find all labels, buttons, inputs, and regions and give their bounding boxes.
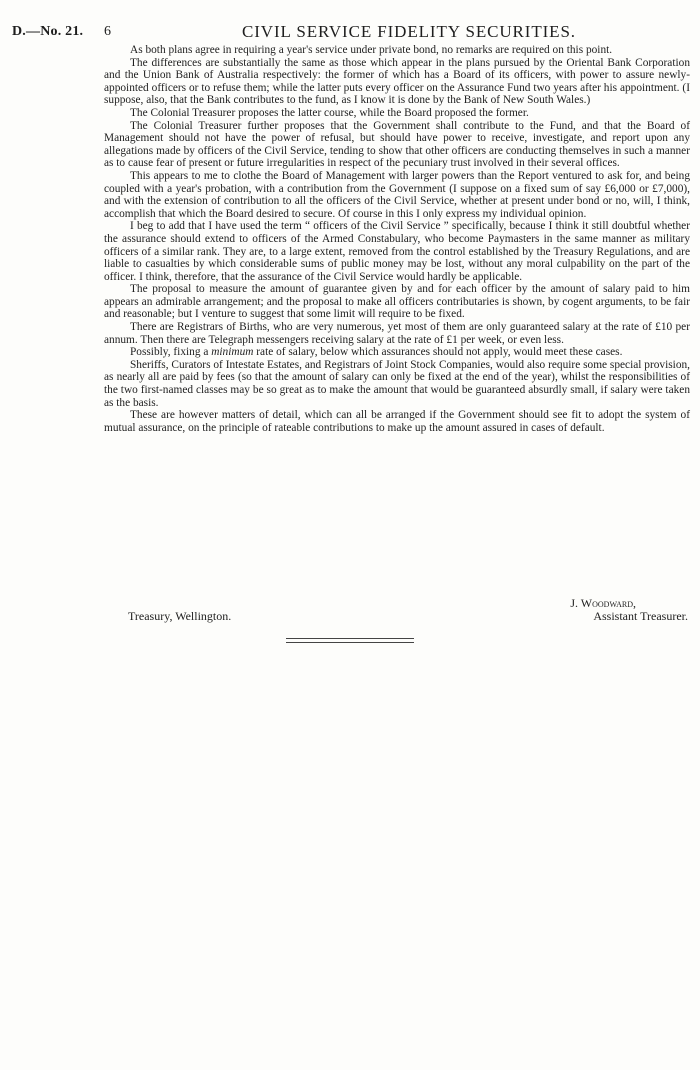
paragraph: The Colonial Treasurer further proposes that the Government shall contribute to the Fund, and that the Board of Management should not have the power of refusal, but should have power to receive, investigate, and report upon any allegations made by officers of the Civil Service, tending to show that other officers are conducting themselves in such a manner as to cause fear of present or future irregularities in respect of the pecuniary trust involved in their several offices. (104, 119, 690, 170)
paragraph: These are however matters of detail, which can all be arranged if the Government should see fit to adopt the system of mutual assurance, on the principle of rateable contributions to make up the amount assured in cases of default. (104, 409, 690, 434)
closing-rule (286, 638, 414, 643)
paragraph-text: Possibly, fixing a (130, 346, 212, 359)
signatory-role: Assistant Treasurer. (593, 609, 688, 623)
paragraph: The Colonial Treasurer proposes the latter course, while the Board proposed the former. (130, 106, 529, 119)
page-header (12, 22, 688, 44)
page-number: 6 (104, 24, 111, 39)
paragraph (104, 346, 690, 359)
document-body (104, 44, 690, 434)
paragraph: I beg to add that I have used the term “ officers of the Civil Service ” specifically, because I think it still doubtful whether the assurance should extend to officers of the Armed Constabulary, who become Paymasters in the same manner as military officers of a similar rank. They are, to a large extent, removed from the control established by the Treasury Regulations, and are liable to casualties by which considerable sums of public money may be lost, without any moral culpability on the part of the officer. I think, therefore, that the assurance of the Civil Service would hardly be applicable. (104, 220, 690, 283)
paragraph: This appears to me to clothe the Board of Management with larger powers than the Report ventured to ask for, and being coupled with a year's probation, with a contribution from the Government (I suppose on a fixed sum of say £6,000 or £7,000), and with the extension of contribution to all the officers of the Civil Service, whether at present under bond or no, will, I think, accomplish that which the Board desired to secure. Of course in this I only express my individual opinion. (104, 169, 690, 220)
page-title: CIVIL SERVICE FIDELITY SECURITIES. (242, 22, 576, 41)
paragraph: There are Registrars of Births, who are very numerous, yet most of them are only guaranteed salary at the rate of £10 per annum. Then there are Telegraph messengers receiving salary at the rate of £1 per week, or even less. (104, 321, 690, 346)
emphasis-text: minimum (211, 346, 254, 359)
paragraph: The proposal to measure the amount of guarantee given by and for each officer by the amount of salary paid to him appears an admirable arrangement; and the proposal to make all officers contributaries is shown, by cogent arguments, to be fair and reasonable; but I venture to suggest that some limit will require to be fixed. (104, 283, 690, 321)
paragraph-text: rate of salary, below which assurances should not apply, would meet these cases. (253, 346, 623, 359)
paragraph: Sheriffs, Curators of Intestate Estates, and Registrars of Joint Stock Companies, would also require some special provision, as nearly all are paid by fees (so that the amount of salary can only be fixed at the end of the year), whilst the responsibilities of the two first-named classes may be so great as to make the amount that would be guaranteed absurdly small, if salary were taken as the basis. (104, 358, 690, 409)
document-reference: D.—No. 21. (12, 24, 84, 39)
signature-place: Treasury, Wellington. (128, 609, 232, 623)
signatory-name: J. Woodward, (570, 596, 636, 610)
paragraph: As both plans agree in requiring a year's service under private bond, no remarks are required on this point. (130, 44, 613, 56)
paragraph: The differences are substantially the same as those which appear in the plans pursued by the Oriental Bank Corporation and the Union Bank of Australia respectively: the former of which has a Board of its officers, with power to assure newly-appointed officers or to refuse them; while the latter puts every officer on the Assurance Fund two years after his appointment. (I suppose, also, that the Bank contributes to the fund, as I know it is done by the Bank of New South Wales.) (104, 56, 690, 107)
signature-block (128, 596, 690, 626)
